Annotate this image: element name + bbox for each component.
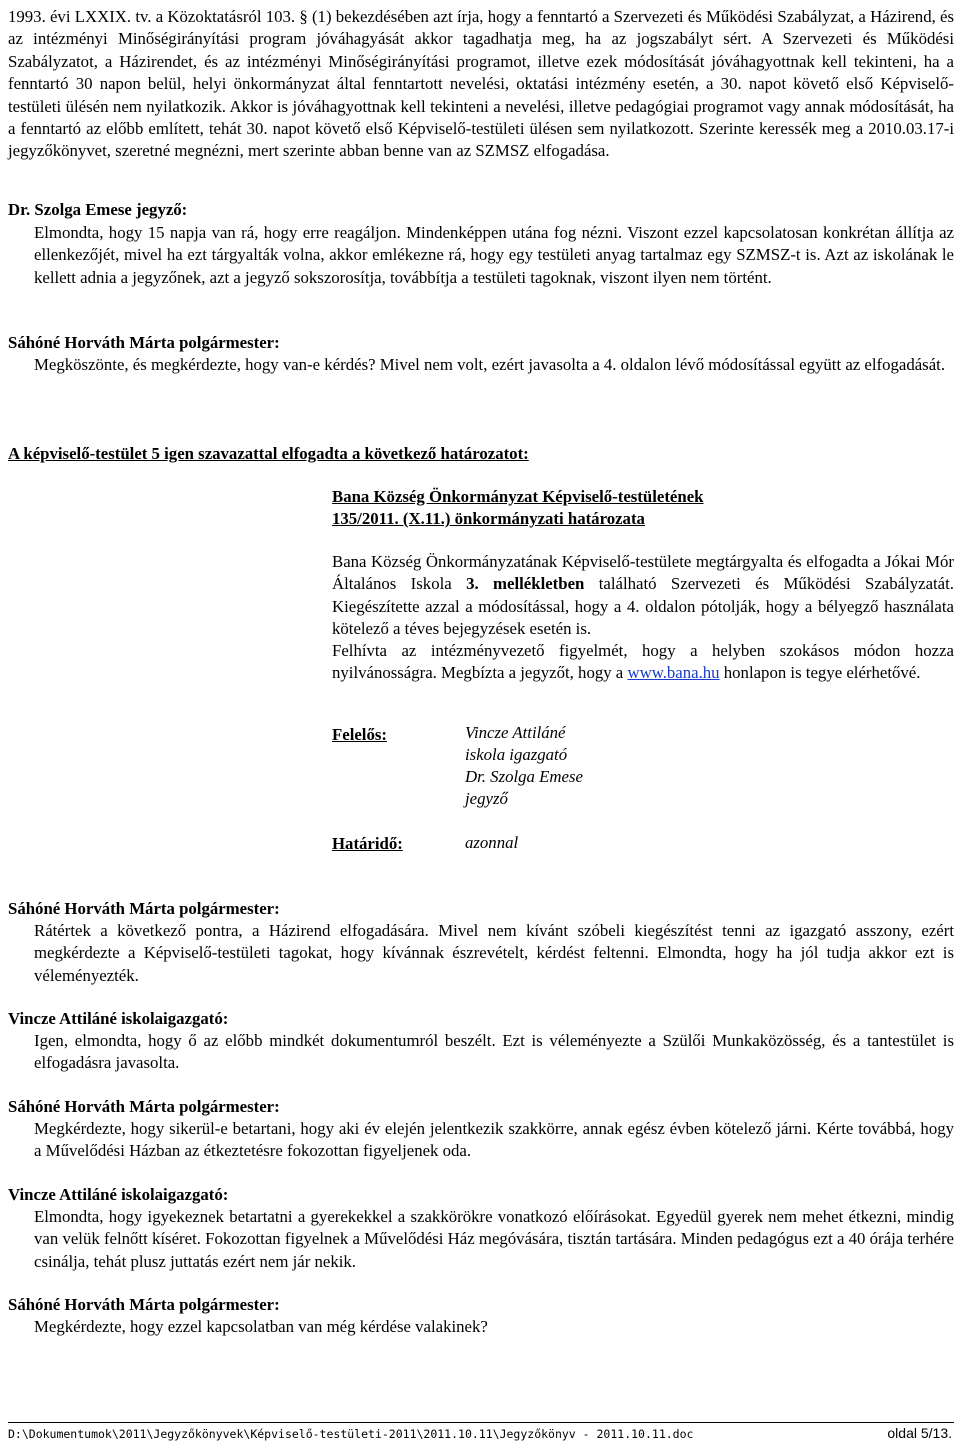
footer-file-path: D:\Dokumentumok\2011\Jegyzőkönyvek\Képviselő-testületi-2011\2011.10.11\Jegyzőkönyv - 2011.10.11.doc bbox=[8, 1427, 694, 1441]
paragraph-final-question: Megkérdezte, hogy ezzel kapcsolatban van még kérdése valakinek? bbox=[34, 1317, 488, 1336]
paragraph-law-reference: 1993. évi LXXIX. tv. a Közoktatásról 103. § (1) bekezdésében azt írja, hogy a fenntartó a Szervezeti és Működési Szabályzat, a Házirend, és az intézményi Minőségirányítási program jóváhagyását akkor tagadhatja meg, ha az jogszabályt sért. A Szervezeti és Működési Szabályzatot, a Házirendet, és az intézményi Minőségirányítási programot, illetve ezek módosítását jóváhagyottnak kell tekinteni, ha a fenntartó 30 napon belül, helyi önkormányzat által fenntartott nevelési, oktatási intézmény esetén, a 30. napot követő első Képviselő-testületi ülésén nem nyilatkozik. Akkor is jóváhagyottnak kell tekinteni a nevelési, illetve pedagógiai programot vagy annak módosítását, ha a fenntartó az előbb említett, tehát 30. napot követő első Képviselő-testületi ülésen sem nyilatkozott. Szerinte keressék meg a 2010.03.17-i jegyzőkönyvet, szeretné megnézni, mert szerinte abban benne van az SZMSZ elfogadása. bbox=[8, 7, 954, 161]
paragraph-igazgato-reply: Igen, elmondta, hogy ő az előbb mindkét dokumentumról beszélt. Ezt is véleményezte a Szülői Munkaközösség, és a tantestület is elfogadásra javasolta. bbox=[34, 1031, 954, 1073]
vote-result: A képviselő-testület 5 igen szavazattal elfogadta a következő határozatot: bbox=[8, 444, 529, 463]
decision-annex-ref: 3. mellékletben bbox=[466, 574, 585, 594]
responsible-person-1: Vincze Attiláné bbox=[465, 723, 566, 742]
paragraph-szakkor-question: Megkérdezte, hogy sikerül-e betartani, hogy aki év elején jelentkezik szakkörre, annak egész évben kötelező járni. Kérte továbbá, hogy a Művelődési Házban az étkeztetésre fokozottan figyeljenek oda. bbox=[34, 1119, 954, 1161]
footer-divider bbox=[8, 1422, 954, 1423]
responsible-role-2: jegyző bbox=[465, 789, 508, 808]
decision-text-1c: található Szervezeti és Működési Szabályzatát. Kiegészítette azzal a módosítással, hogy a 4. oldalon pótolják, hogy a bélyegző használata kötelező a téves bejegyzések esetén is. bbox=[332, 574, 954, 639]
paragraph-polgarmester-proposal: Megköszönte, és megkérdezte, hogy van-e kérdés? Mivel nem volt, ezért javasolta a 4. oldalon lévő módosítással együtt az elfogadását. bbox=[34, 355, 946, 374]
website-link[interactable]: www.bana.hu bbox=[627, 663, 720, 683]
speaker-polgarmester: Sáhóné Horváth Márta polgármester: bbox=[8, 333, 280, 352]
speaker-polgarmester-3: Sáhóné Horváth Márta polgármester: bbox=[8, 1097, 280, 1116]
decision-title-body: Bana Község Önkormányzat Képviselő-testületének bbox=[332, 487, 704, 506]
deadline-label: Határidő: bbox=[332, 834, 403, 853]
speaker-igazgato-2: Vincze Attiláné iskolaigazgató: bbox=[8, 1185, 229, 1204]
paragraph-igazgato-reply-2: Elmondta, hogy igyekeznek betartatni a gyerekekkel a szakkörökre vonatkozó előírásokat. Egyedül gyerek nem mehet étkezni, mindig van velük felnőtt kíséret. Fokozottan figyelnek a Művelődési Ház megóvására, tisztán tartására. Minden pedagógus ezt a 40 órája terhére csinálja, tehát plusz juttatás ezért nem jár nekik. bbox=[34, 1207, 954, 1271]
decision-text-1a: Bana Község Önkormányzatának Képviselő-testülete megtárgyalta és elfogadta a Jókai Mór Általános Iskola bbox=[332, 552, 954, 594]
paragraph-jegyzo-response: Elmondta, hogy 15 napja van rá, hogy erre reagáljon. Mindenképpen utána fog nézni. Viszont ezzel kapcsolatosan konkrétan állítja az ellenkezőjét, mivel ha ezt tárgyalták volna, akkor emlékezne rá, hogy egy testületi anyag tartalmaz egy SZMSZ-t is. Azt az iskolának le kellett adnia a jegyzőnek, azt a jegyző sokszorosítja, továbbítja a testületi tagoknak, viszont ilyen nem történt. bbox=[34, 223, 954, 287]
decision-text-2a: Felhívta az intézményvezető figyelmét, hogy a helyben szokásos módon hozza nyilvánosságra. Megbízta a jegyzőt, hogy a bbox=[332, 641, 954, 683]
decision-text-1 bbox=[332, 551, 954, 641]
responsible-person-2: Dr. Szolga Emese bbox=[465, 767, 583, 786]
footer-page-number: oldal 5/13. bbox=[887, 1425, 952, 1441]
decision-text-2 bbox=[332, 640, 954, 685]
responsible-label: Felelős: bbox=[332, 725, 387, 744]
paragraph-hazirend: Rátértek a következő pontra, a Házirend elfogadására. Mivel nem kívánt szóbeli kiegészítést tenni az igazgató asszony, ezért megkérdezte a Képviselő-testületi tagokat, hogy kívánnak észrevételt, kérdést feltenni. Elmondta, hogy ha jól tudja akkor ezt is véleményezték. bbox=[34, 921, 954, 985]
speaker-igazgato: Vincze Attiláné iskolaigazgató: bbox=[8, 1009, 229, 1028]
deadline-value: azonnal bbox=[465, 833, 519, 852]
speaker-polgarmester-4: Sáhóné Horváth Márta polgármester: bbox=[8, 1295, 280, 1314]
speaker-polgarmester-2: Sáhóné Horváth Márta polgármester: bbox=[8, 899, 280, 918]
decision-text-2b: honlapon is tegye elérhetővé. bbox=[719, 663, 921, 683]
speaker-jegyzo: Dr. Szolga Emese jegyző: bbox=[8, 200, 188, 219]
responsible-role-1: iskola igazgató bbox=[465, 745, 568, 764]
decision-title-number: 135/2011. (X.11.) önkormányzati határozata bbox=[332, 509, 645, 528]
